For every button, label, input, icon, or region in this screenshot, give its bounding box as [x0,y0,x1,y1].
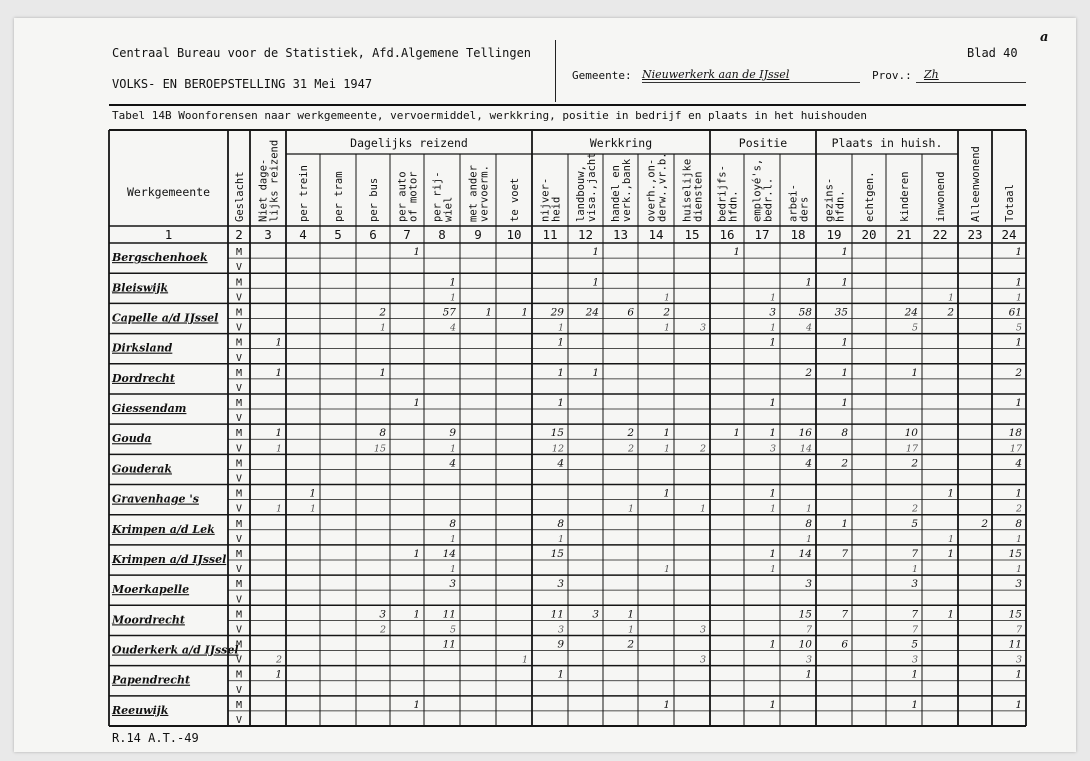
cell-value: 7 [841,547,848,560]
cell-value: 1 [841,366,848,379]
cell-value: 1 [769,427,776,440]
cell-value: 2 [981,517,988,530]
statistics-table-grid [14,18,1076,752]
place-name: Gouda [112,432,152,446]
cell-value: 1 [413,608,420,621]
sex-v: V [235,352,243,364]
cell-value: 1 [769,397,776,410]
sex-m: M [235,458,243,470]
column-header-3-line1: Niet dage- [257,158,270,222]
column-number-11: 11 [542,227,558,242]
cell-value: 8 [805,517,812,530]
cell-value: 1 [627,624,634,636]
cell-value: 1 [663,292,670,304]
cell-value: 3 [699,654,706,666]
cell-value: 11 [1008,638,1022,651]
cell-value: 1 [1015,292,1022,304]
cell-value: 8 [379,427,386,440]
cell-value: 4 [805,322,812,334]
cell-value: 9 [557,638,564,651]
cell-value: 61 [1008,306,1022,319]
cell-value: 3 [699,322,706,334]
sex-v: V [235,684,243,696]
cell-value: 7 [805,624,812,636]
sex-m: M [235,699,243,711]
place-name: Moordrecht [112,613,185,627]
organization-title: Centraal Bureau voor de Statistiek, Afd.Algemene Tellingen [112,46,532,60]
sex-m: M [235,488,243,500]
sex-v: V [235,413,243,425]
cell-value: 1 [485,306,492,319]
cell-value: 1 [769,487,776,500]
cell-value: 1 [699,503,706,515]
cell-value: 1 [947,608,954,621]
cell-value: 1 [769,547,776,560]
cell-value: 15 [798,608,812,621]
cell-value: 1 [733,246,740,259]
cell-value: 15 [1008,547,1022,560]
cell-value: 1 [769,698,776,711]
group-position-label: Positie [738,136,788,150]
cell-value: 58 [798,306,812,319]
cell-value: 1 [769,292,776,304]
cell-value: 3 [805,578,812,591]
cell-value: 2 [627,443,634,455]
cell-value: 2 [911,457,918,470]
sex-m: M [235,548,243,560]
column-number-3: 3 [264,227,272,242]
cell-value: 1 [592,366,599,379]
group-household-label: Plaats in huish. [831,136,943,150]
cell-value: 15 [373,443,386,455]
cell-value: 3 [911,654,918,666]
sex-m: M [235,609,243,621]
cell-value: 1 [841,397,848,410]
cell-value: 1 [1015,698,1022,711]
cell-value: 1 [1015,564,1022,576]
column-header-19-line1: gezins- [823,177,836,222]
cell-value: 16 [798,427,812,440]
column-number-9: 9 [474,227,482,242]
column-number-19: 19 [826,227,842,242]
cell-value: 1 [841,336,848,349]
cell-value: 2 [947,306,954,319]
column-header-12-line1: landbouw, [575,165,587,222]
column-number-1: 1 [164,227,173,242]
cell-value: 14 [798,547,812,560]
place-name: Ouderkerk a/d IJssel [112,643,239,657]
cell-value: 1 [557,336,564,349]
cell-value: 1 [911,698,918,711]
cell-value: 1 [663,322,670,334]
cell-value: 1 [379,322,386,334]
gemeente-label: Gemeente: [572,69,632,82]
cell-value: 12 [551,443,564,455]
cell-value: 15 [550,547,564,560]
cell-value: 1 [1015,533,1022,545]
column-header-17-line1: employé's, [751,158,764,222]
cell-value: 1 [663,487,670,500]
cell-value: 1 [947,487,954,500]
cell-value: 1 [733,427,740,440]
sex-v: V [235,594,243,606]
column-number-2: 2 [235,227,243,242]
cell-value: 3 [449,578,456,591]
cell-value: 2 [379,624,386,636]
sex-v: V [235,533,243,545]
cell-value: 1 [805,503,812,515]
column-number-17: 17 [754,227,770,242]
cell-value: 1 [663,427,670,440]
cell-value: 1 [627,503,634,515]
sex-v: V [235,443,243,455]
sex-m: M [235,669,243,681]
cell-value: 1 [557,366,564,379]
column-header-6: per bus [368,177,380,222]
cell-value: 1 [1015,246,1022,259]
column-number-6: 6 [369,227,377,242]
place-name: Giessendam [112,402,187,416]
column-number-12: 12 [577,227,594,242]
cell-value: 4 [557,457,564,470]
cell-value: 1 [769,322,776,334]
sex-v: V [235,382,243,394]
column-number-8: 8 [438,227,446,242]
cell-value: 3 [379,608,386,621]
cell-value: 14 [442,547,456,560]
cell-value: 2 [1015,366,1022,379]
sex-m: M [235,247,243,259]
column-header-5: per tram [333,171,345,222]
cell-value: 1 [947,292,954,304]
cell-value: 1 [805,533,812,545]
column-header-11-line2: heid [550,196,563,222]
cell-value: 7 [911,547,918,560]
column-header-15-line1: huiselijke [681,158,694,222]
cell-value: 1 [275,668,282,681]
cell-value: 1 [413,698,420,711]
sex-m: M [235,398,243,410]
column-header-15-line2: diensten [692,171,705,222]
cell-value: 4 [449,457,456,470]
cell-value: 3 [557,624,564,636]
column-number-5: 5 [334,227,342,242]
place-name: Krimpen a/d IJssel [112,552,227,566]
column-header-16-line2: hfdn. [727,190,740,222]
column-number-23: 23 [967,227,983,242]
place-name: Krimpen a/d Lek [112,522,215,536]
cell-value: 3 [911,578,918,591]
cell-value: 1 [449,292,456,304]
cell-value: 1 [1015,397,1022,410]
cell-value: 24 [904,306,918,319]
cell-value: 1 [1015,276,1022,289]
column-header-16-line1: bedrijfs- [716,165,729,222]
cell-value: 3 [805,654,812,666]
census-form-sheet [14,18,1076,752]
cell-value: 15 [1008,608,1022,621]
cell-value: 1 [663,443,670,455]
cell-value: 8 [841,427,848,440]
cell-value: 2 [627,427,634,440]
column-number-22: 22 [932,227,948,242]
sex-m: M [235,639,243,651]
cell-value: 1 [309,503,316,515]
cell-value: 3 [557,578,564,591]
cell-value: 1 [521,306,528,319]
column-header-20: echtgen. [864,171,876,222]
cell-value: 6 [627,306,634,319]
cell-value: 2 [275,654,282,666]
cell-value: 1 [275,443,282,455]
cell-value: 5 [449,624,456,636]
column-header-13-line1: handel en [610,165,622,222]
cell-value: 1 [769,564,776,576]
column-number-7: 7 [403,227,411,242]
column-header-7-line1: per auto [396,171,409,222]
cell-value: 7 [911,608,918,621]
cell-value: 3 [1015,654,1022,666]
cell-value: 1 [557,397,564,410]
cell-value: 1 [841,517,848,530]
cell-value: 1 [557,322,564,334]
census-title: VOLKS- EN BEROEPSTELLING 31 Mei 1947 [112,77,373,91]
cell-value: 35 [834,306,848,319]
cell-value: 11 [442,638,456,651]
sex-v: V [235,503,243,515]
cell-value: 1 [557,533,564,545]
cell-value: 17 [1009,443,1022,455]
column-header-3-line2: lijks reizend [268,139,281,222]
cell-value: 57 [442,306,456,319]
column-header-22: inwonend [935,171,947,222]
cell-value: 4 [805,457,812,470]
column-header-9-line1: met ander [467,165,480,222]
cell-value: 1 [413,246,420,259]
sex-v: V [235,715,243,726]
form-code: R.14 A.T.-49 [112,731,199,745]
place-name: Capelle a/d IJssel [112,311,219,325]
cell-value: 1 [663,564,670,576]
cell-value: 2 [841,457,848,470]
cell-value: 2 [379,306,386,319]
column-header-12-line2: visa.,jacht [586,152,598,222]
gemeente-value: Nieuwerkerk aan de IJssel [642,68,790,81]
cell-value: 2 [1015,503,1022,515]
cell-value: 1 [841,246,848,259]
sex-v: V [235,262,243,274]
cell-value: 1 [521,654,528,666]
cell-value: 5 [1015,322,1022,334]
cell-value: 2 [627,638,634,651]
cell-value: 11 [550,608,564,621]
cell-value: 2 [663,306,670,319]
sex-m: M [235,428,243,440]
cell-value: 1 [275,503,282,515]
place-name: Gravenhage 's [112,492,199,506]
cell-value: 1 [592,276,599,289]
column-number-15: 15 [684,227,700,242]
cell-value: 18 [1008,427,1022,440]
sex-v: V [235,473,243,485]
column-header-11-line1: nijver- [539,177,552,222]
cell-value: 1 [557,668,564,681]
cell-value: 7 [841,608,848,621]
cell-value: 1 [769,638,776,651]
cell-value: 4 [449,322,456,334]
place-name: Dirksland [112,341,173,355]
sex-m: M [235,367,243,379]
cell-value: 1 [1015,336,1022,349]
cell-value: 1 [805,276,812,289]
cell-value: 7 [1015,624,1022,636]
cell-value: 1 [769,336,776,349]
cell-value: 10 [904,427,918,440]
cell-value: 15 [550,427,564,440]
cell-value: 1 [911,668,918,681]
column-header-7-line2: of motor [407,171,420,222]
column-header-13-line2: verk.,bank [621,158,633,222]
sex-v: V [235,292,243,304]
cell-value: 1 [449,276,456,289]
cell-value: 17 [905,443,918,455]
cell-value: 8 [449,517,456,530]
column-header-23: Alleenwonend [970,146,982,222]
cell-value: 3 [699,624,706,636]
header-werkgemeente: Werkgemeente [126,185,211,199]
column-number-16: 16 [719,227,735,242]
group-work-label: Werkkring [589,136,653,150]
cell-value: 8 [1015,517,1022,530]
cell-value: 1 [663,698,670,711]
column-number-13: 13 [612,227,629,242]
column-header-4: per trein [298,165,310,222]
cell-value: 11 [442,608,456,621]
place-name: Moerkapelle [112,583,190,597]
column-number-4: 4 [299,227,307,242]
cell-value: 1 [947,547,954,560]
cell-value: 1 [1015,668,1022,681]
sex-v: V [235,564,243,576]
cell-value: 1 [275,427,282,440]
cell-value: 3 [592,608,599,621]
column-header-21: kinderen [899,171,911,222]
cell-value: 5 [911,638,918,651]
column-number-18: 18 [790,227,806,242]
cell-value: 1 [309,487,316,500]
table-title: Tabel 14B Woonforensen naar werkgemeente, vervoermiddel, werkkring, positie in bedrijf en plaats in het huishouden [112,109,867,122]
cell-value: 1 [947,533,954,545]
sex-v: V [235,654,243,666]
sex-v: V [235,322,243,334]
cell-value: 5 [911,517,918,530]
column-header-10: te voet [509,177,521,222]
column-header-2: Geslacht [234,171,246,222]
cell-value: 1 [805,668,812,681]
column-header-14-line2: derw.,vr.b. [656,152,669,222]
cell-value: 5 [911,322,918,334]
cell-value: 1 [449,564,456,576]
cell-value: 1 [592,246,599,259]
cell-value: 29 [550,306,564,319]
column-number-21: 21 [896,227,912,242]
cell-value: 1 [911,366,918,379]
cell-value: 1 [275,336,282,349]
cell-value: 4 [1015,457,1022,470]
column-number-14: 14 [648,227,664,242]
place-name: Bergschenhoek [112,251,208,265]
sex-m: M [235,579,243,591]
cell-value: 24 [585,306,599,319]
column-number-10: 10 [506,227,522,242]
cell-value: 7 [911,624,918,636]
cell-value: 1 [275,366,282,379]
cell-value: 1 [379,366,386,379]
cell-value: 1 [627,608,634,621]
column-header-19-line2: hfdn. [834,190,847,222]
cell-value: 2 [699,443,706,455]
column-header-17-line2: bedr.l. [762,177,775,222]
cell-value: 1 [911,564,918,576]
cell-value: 1 [449,533,456,545]
sheet-number: Blad 40 [967,46,1018,60]
cell-value: 14 [799,443,812,455]
cell-value: 1 [413,547,420,560]
place-name: Dordrecht [112,371,175,385]
column-header-18-line2: ders [798,196,811,222]
sex-m: M [235,277,243,289]
province-label: Prov.: [872,69,912,82]
cell-value: 1 [1015,487,1022,500]
sex-m: M [235,337,243,349]
place-name: Reeuwijk [112,703,169,717]
cell-value: 9 [449,427,456,440]
cell-value: 6 [841,638,848,651]
group-travel-label: Dagelijks reizend [350,136,468,150]
cell-value: 3 [769,443,776,455]
column-header-9-line2: vervoerm. [478,165,491,222]
column-header-18-line1: arbei- [787,184,800,222]
place-name: Bleiswijk [112,281,169,295]
cell-value: 1 [769,503,776,515]
province-value: Zh [924,68,939,81]
place-name: Gouderak [112,462,172,476]
corner-mark: a [1040,30,1049,45]
place-name: Papendrecht [112,673,191,687]
cell-value: 8 [557,517,564,530]
column-number-24: 24 [1001,227,1017,242]
sex-v: V [235,624,243,636]
cell-value: 2 [911,503,918,515]
column-number-20: 20 [861,227,877,242]
cell-value: 2 [805,366,812,379]
column-header-14-line1: overh.,on- [645,158,658,222]
column-header-8-line2: wiel [442,196,455,222]
column-header-8-line1: per rij- [431,171,444,222]
cell-value: 1 [841,276,848,289]
cell-value: 3 [1015,578,1022,591]
cell-value: 1 [413,397,420,410]
cell-value: 3 [769,306,776,319]
cell-value: 1 [449,443,456,455]
cell-value: 10 [798,638,812,651]
sex-m: M [235,307,243,319]
column-header-24: Totaal [1004,184,1016,222]
sex-m: M [235,518,243,530]
